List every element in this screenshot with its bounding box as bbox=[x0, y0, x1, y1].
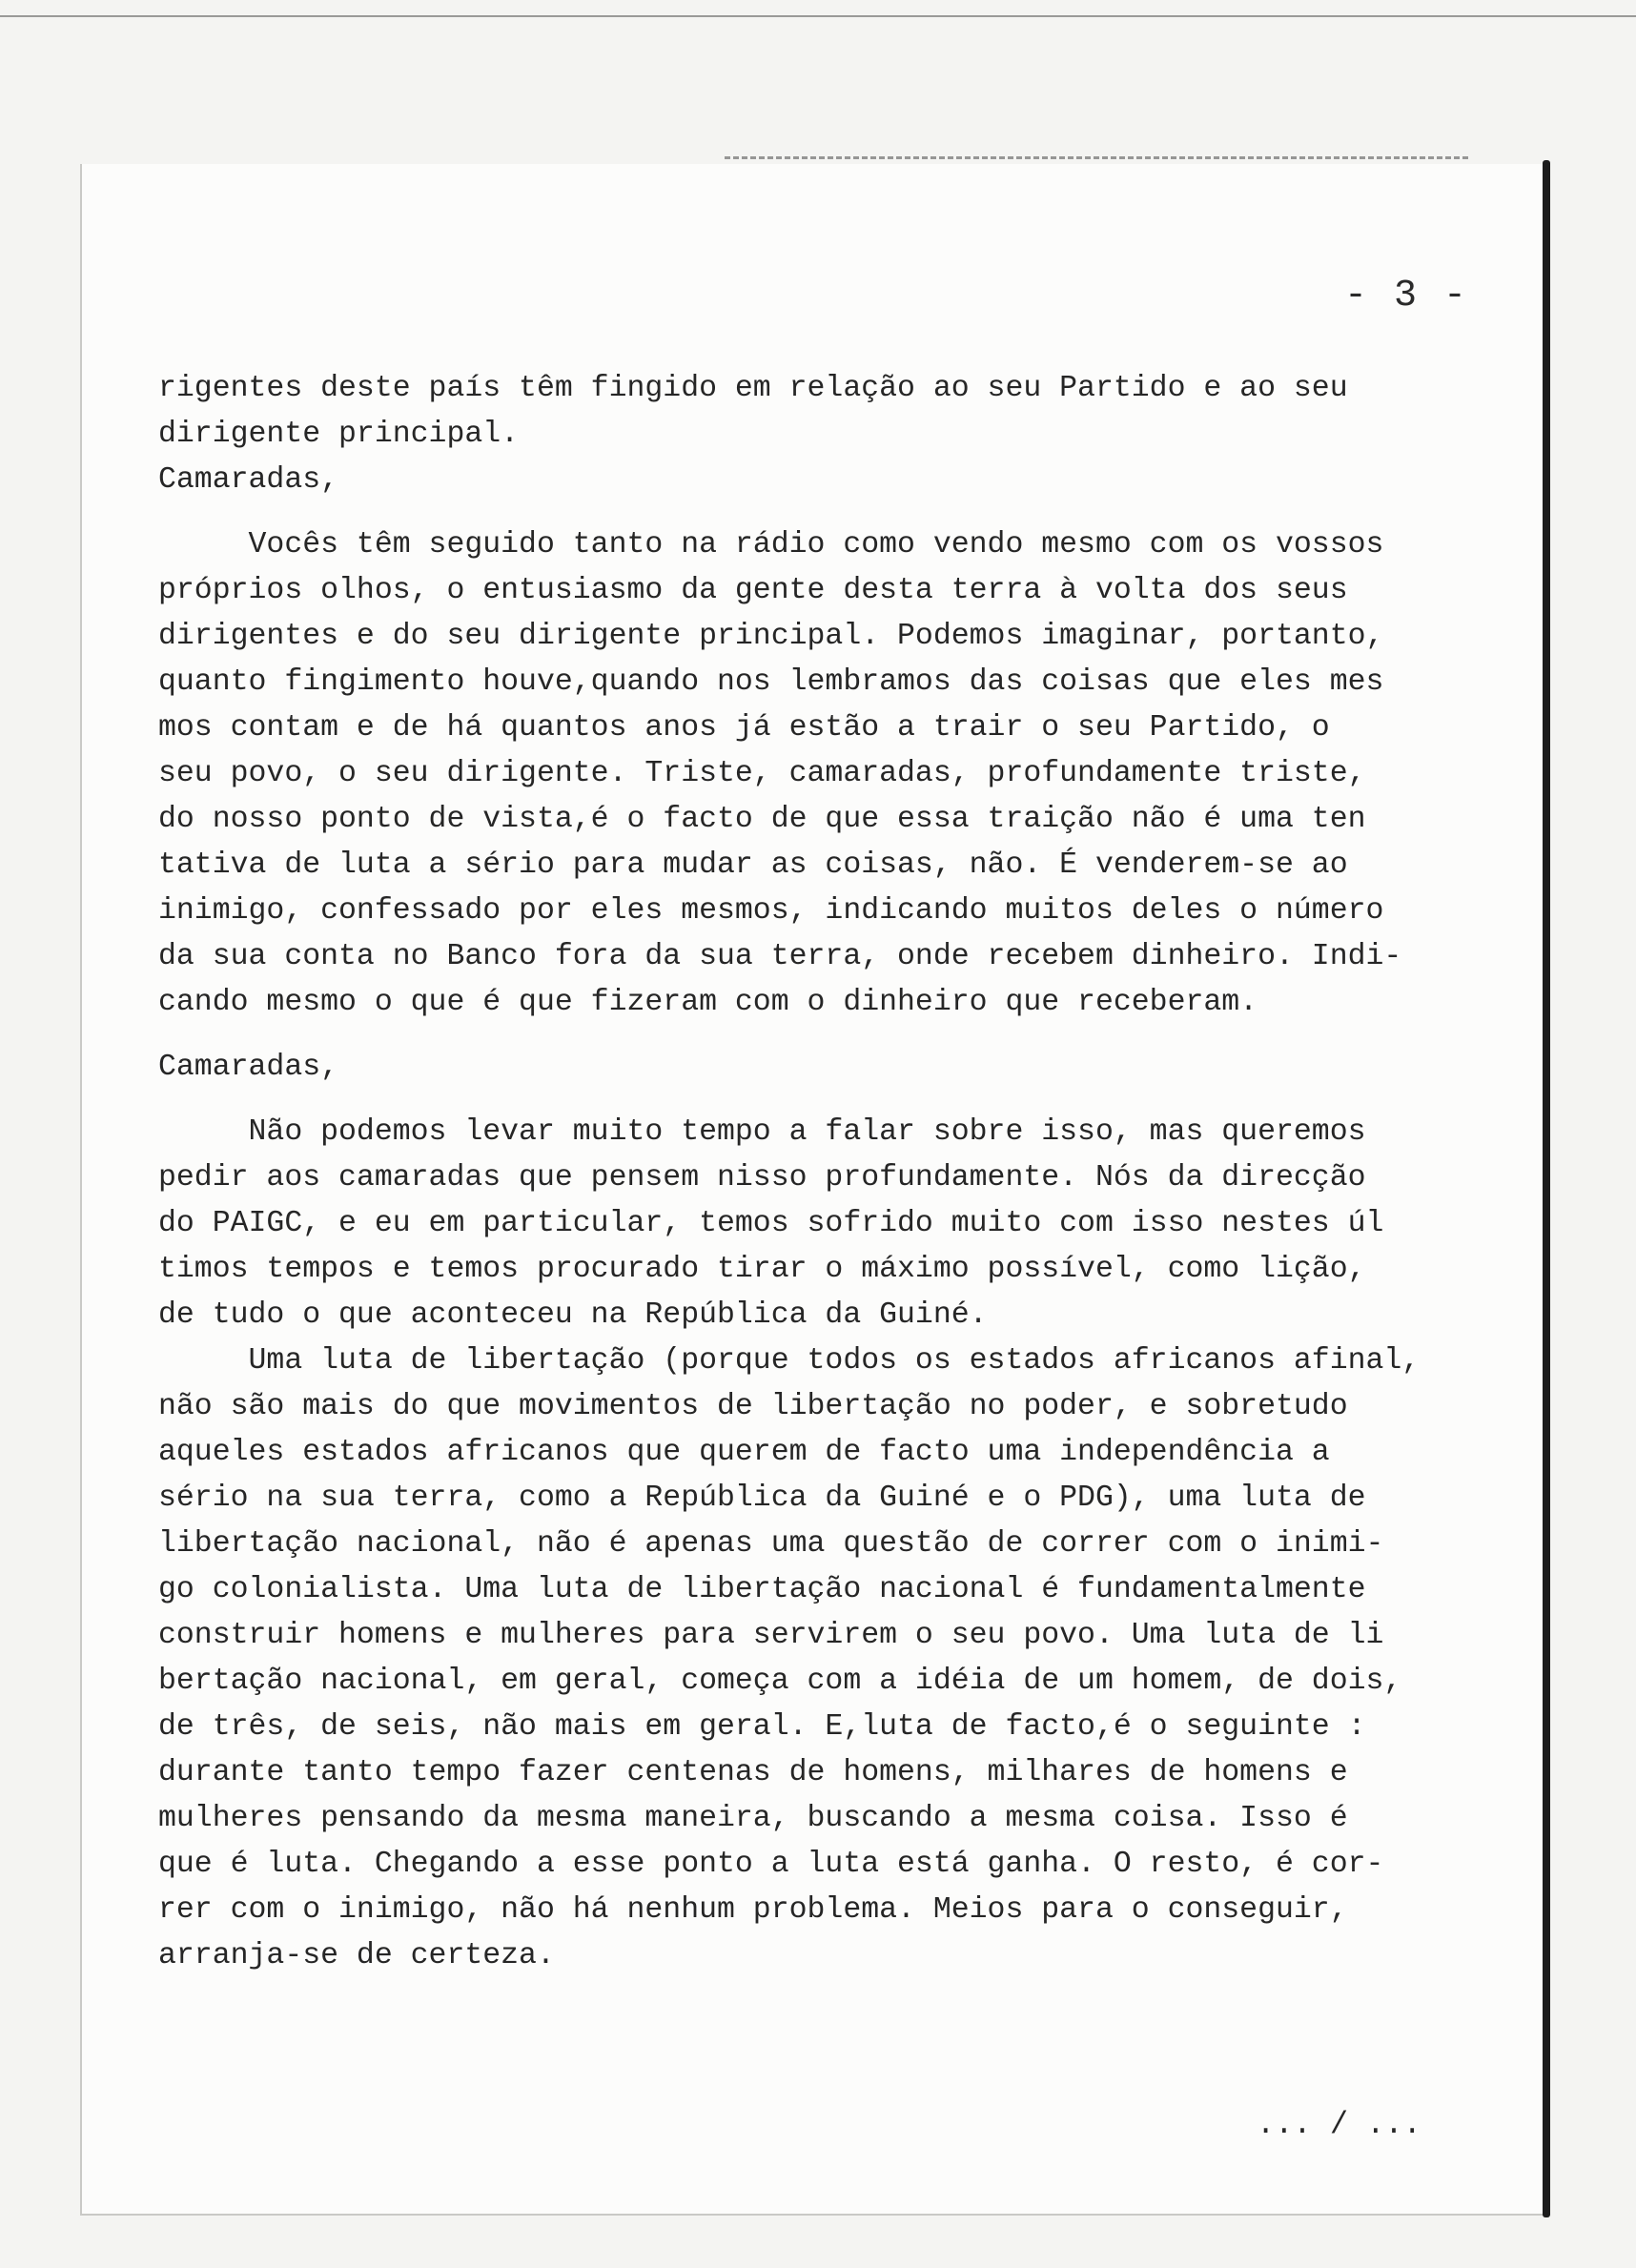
text-line: quanto fingimento houve,quando nos lembramos das coisas que eles mes bbox=[158, 665, 1384, 699]
paragraph bbox=[158, 458, 1512, 503]
text-line: rer com o inimigo, não há nenhum problema. Meios para o conseguir, bbox=[158, 1893, 1348, 1927]
text-line: aqueles estados africanos que querem de facto uma independência a bbox=[158, 1436, 1330, 1469]
paragraph bbox=[158, 522, 1512, 1026]
text-line: go colonialista. Uma luta de libertação nacional é fundamentalmente bbox=[158, 1573, 1366, 1606]
paragraph-gap bbox=[158, 1026, 1512, 1045]
text-line: do PAIGC, e eu em particular, temos sofrido muito com isso nestes úl bbox=[158, 1207, 1384, 1240]
text-line: seu povo, o seu dirigente. Triste, camaradas, profundamente triste, bbox=[158, 757, 1366, 790]
paragraph-gap bbox=[158, 503, 1512, 522]
document-body bbox=[158, 366, 1512, 1979]
text-line: tativa de luta a sério para mudar as coisas, não. É venderem-se ao bbox=[158, 848, 1348, 882]
text-line: da sua conta no Banco fora da sua terra, onde recebem dinheiro. Indi- bbox=[158, 940, 1402, 973]
text-line: mulheres pensando da mesma maneira, buscando a mesma coisa. Isso é bbox=[158, 1802, 1348, 1835]
text-line: arranja-se de certeza. bbox=[158, 1939, 555, 1972]
text-line: não são mais do que movimentos de libertação no poder, e sobretudo bbox=[158, 1390, 1348, 1423]
text-line: próprios olhos, o entusiasmo da gente desta terra à volta dos seus bbox=[158, 574, 1348, 607]
text-line: do nosso ponto de vista,é o facto de que essa traição não é uma ten bbox=[158, 803, 1366, 836]
text-line: timos tempos e temos procurado tirar o máximo possível, como lição, bbox=[158, 1253, 1366, 1286]
page-number: - 3 - bbox=[1344, 275, 1469, 317]
text-line: sério na sua terra, como a República da Guiné e o PDG), uma luta de bbox=[158, 1481, 1366, 1515]
salutation: Camaradas, bbox=[158, 463, 339, 497]
paragraph bbox=[158, 366, 1512, 458]
text-line: que é luta. Chegando a esse ponto a luta está ganha. O resto, é cor- bbox=[158, 1848, 1384, 1881]
continuation-mark: ... / ... bbox=[1257, 2107, 1421, 2142]
sheet-edge-shadow bbox=[1543, 160, 1550, 2217]
paragraph bbox=[158, 1045, 1512, 1091]
text-line: cando mesmo o que é que fizeram com o dinheiro que receberam. bbox=[158, 986, 1258, 1019]
text-line: Não podemos levar muito tempo a falar sobre isso, mas queremos bbox=[158, 1115, 1366, 1149]
text-line: inimigo, confessado por eles mesmos, indicando muitos deles o número bbox=[158, 894, 1384, 928]
paragraph-gap bbox=[158, 1091, 1512, 1110]
salutation: Camaradas, bbox=[158, 1051, 339, 1084]
text-line: dirigente principal. bbox=[158, 418, 520, 451]
text-line: mos contam e de há quantos anos já estão a trair o seu Partido, o bbox=[158, 711, 1330, 745]
text-line: durante tanto tempo fazer centenas de homens, milhares de homens e bbox=[158, 1756, 1348, 1789]
text-line: libertação nacional, não é apenas uma questão de correr com o inimi- bbox=[158, 1527, 1384, 1561]
text-line: bertação nacional, em geral, começa com a idéia de um homem, de dois, bbox=[158, 1665, 1402, 1698]
text-line: pedir aos camaradas que pensem nisso profundamente. Nós da direcção bbox=[158, 1161, 1366, 1195]
text-line: Uma luta de libertação (porque todos os estados africanos afinal, bbox=[158, 1344, 1421, 1378]
top-dash-marks bbox=[725, 156, 1468, 163]
text-line: Vocês têm seguido tanto na rádio como vendo mesmo com os vossos bbox=[158, 528, 1384, 562]
text-line: rigentes deste país têm fingido em relação ao seu Partido e ao seu bbox=[158, 372, 1348, 405]
text-line: construir homens e mulheres para servirem o seu povo. Uma luta de li bbox=[158, 1619, 1384, 1652]
text-line: de tudo o que aconteceu na República da Guiné. bbox=[158, 1298, 988, 1332]
text-line: dirigentes e do seu dirigente principal. Podemos imaginar, portanto, bbox=[158, 620, 1384, 653]
text-line: de três, de seis, não mais em geral. E,luta de facto,é o seguinte : bbox=[158, 1710, 1366, 1744]
paragraph bbox=[158, 1110, 1512, 1979]
scan-border bbox=[0, 15, 1636, 17]
